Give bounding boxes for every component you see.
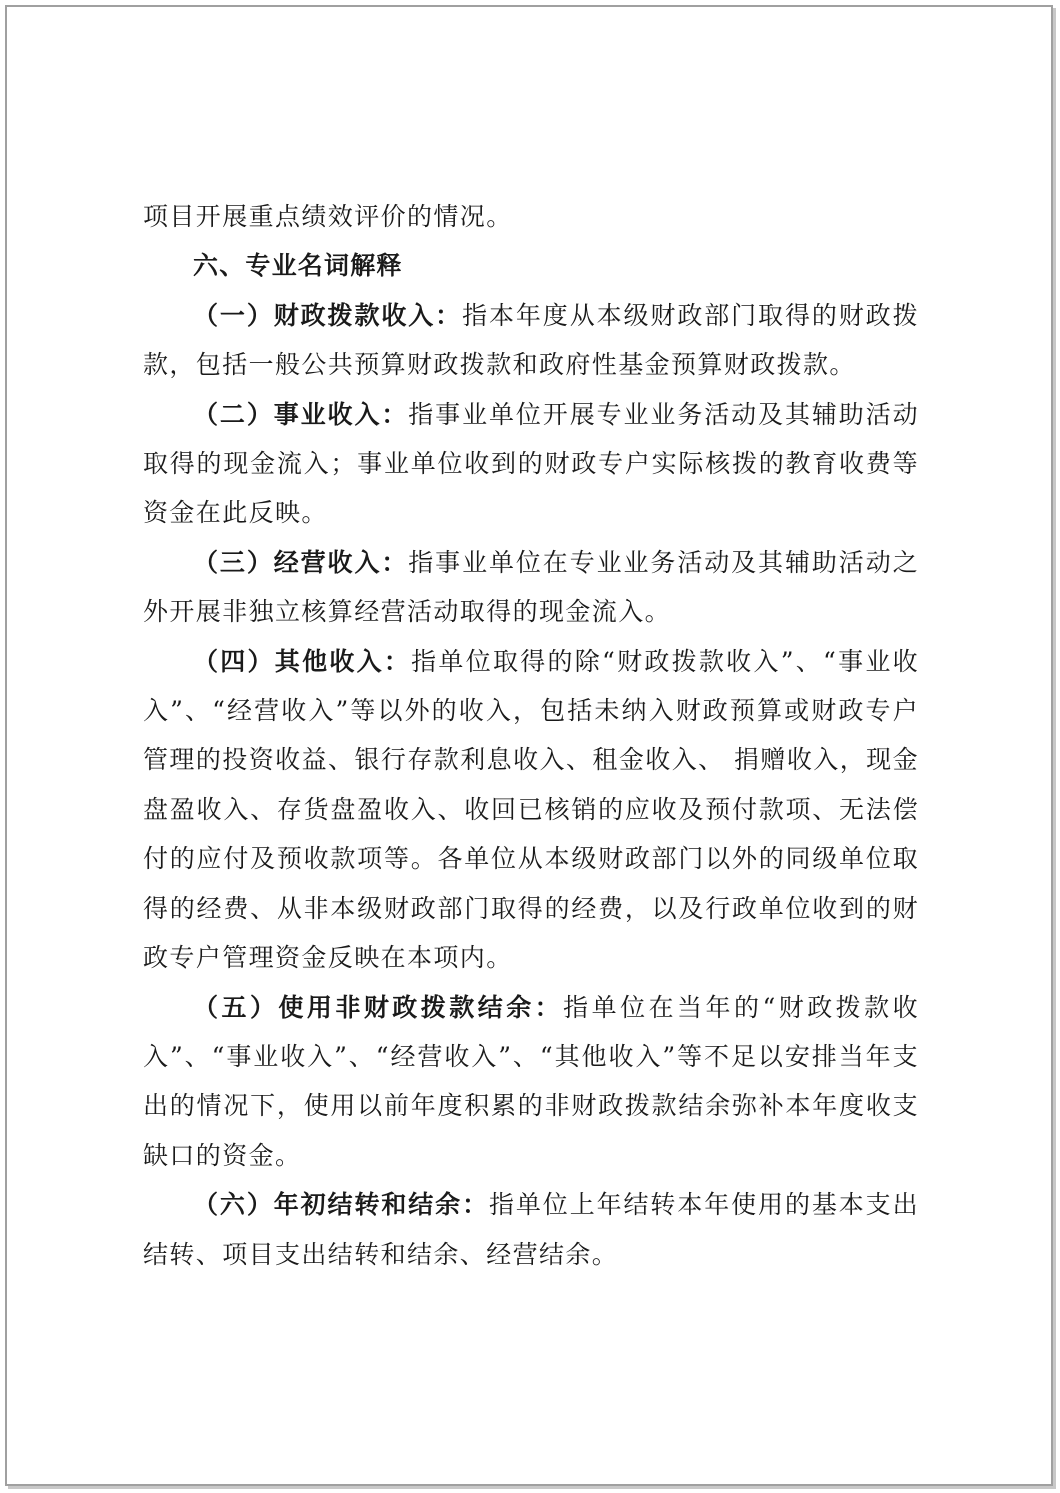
- definition-paragraph: [143, 390, 919, 538]
- definition-text: 指事业单位在专业业务活动及其辅助活动之外开展非独立核算经营活动取得的现金流入。: [143, 547, 919, 627]
- definition-term: （三）经营收入：: [193, 547, 409, 577]
- definition-paragraph: [143, 983, 919, 1181]
- intro-tail-paragraph: 项目开展重点绩效评价的情况。: [143, 202, 513, 231]
- definition-paragraph: [143, 1180, 919, 1279]
- definition-term: （六）年初结转和结余：: [193, 1190, 489, 1220]
- definition-term: （四）其他收入：: [193, 646, 412, 676]
- definition-text: 指单位在当年的“财政拨款收入”、“事业收入”、“经营收入”、“其他收入”等不足以安排当年支出的情况下，使用以前年度积累的非财政拨款结余弥补本年度收支缺口的资金。: [143, 992, 920, 1170]
- definition-term: （一）财政拨款收入：: [193, 300, 463, 330]
- definition-term: （五）使用非财政拨款结余：: [193, 992, 564, 1022]
- document-body: [143, 192, 919, 1279]
- section-heading: 六、专业名词解释: [193, 251, 403, 281]
- definition-paragraph: [143, 291, 919, 390]
- definition-text: 指事业单位开展专业业务活动及其辅助活动取得的现金流入；事业单位收到的财政专户实际核拨的教育收费等资金在此反映。: [143, 399, 919, 528]
- definition-text: 指单位取得的除“财政拨款收入”、“事业收入”、“经营收入”等以外的收入，包括未纳入财政预算或财政专户管理的投资收益、银行存款利息收入、租金收入、 捐赠收入，现金盘盈收入、存货盘盈收入、收回已核销的应收及预付款项、无法偿付的应付及预收款项等。各单位从本级财政部门以外的同级单位取得的经费、从非本级财政部门取得的经费，以及行政单位收到的财政专户管理资金反映在本项内。: [143, 646, 920, 973]
- definition-paragraph: [143, 637, 919, 983]
- definition-text: 指单位上年结转本年使用的基本支出结转、项目支出结转和结余、经营结余。: [143, 1190, 919, 1269]
- definition-text: 指本年度从本级财政部门取得的财政拨款，包括一般公共预算财政拨款和政府性基金预算财政拨款。: [143, 300, 919, 380]
- definition-term: （二）事业收入：: [193, 399, 409, 429]
- definition-paragraph: [143, 538, 919, 637]
